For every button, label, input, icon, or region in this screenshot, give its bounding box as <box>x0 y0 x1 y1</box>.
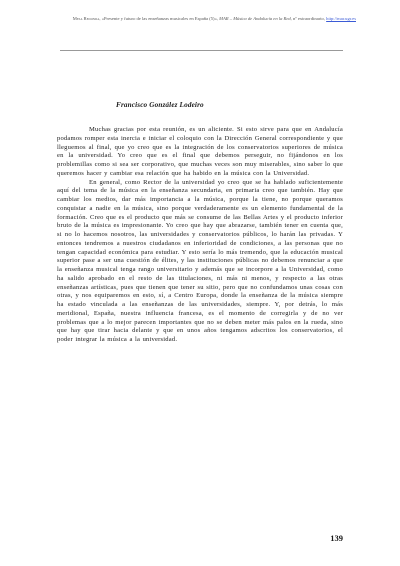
header-author: Mesa Redonda <box>72 16 100 21</box>
page-number: 139 <box>330 533 343 543</box>
header-link[interactable]: http://mar.ugr.es <box>326 16 356 21</box>
paragraph: Muchas gracias por esta reunión, es un aliciente. Si esto sirve para que en Andalucía podamos romper esta inercia e iniciar el coloquio con la Dirección General correspondiente y que lleguemos al final, que yo creo que es la integración de los conservatorios superiores de música en la universidad. Yo creo que es el final que debemos perseguir, no fijándonos en los problemillas como si sea ser corporativo, que muchas veces son muy miserables, sino saber lo que queremos hacer y cambiar esa relación que ha habido en la música con la Universidad. <box>57 126 343 177</box>
running-header <box>66 15 356 22</box>
speaker-name: Francisco González Lodeiro <box>116 101 204 109</box>
header-rule <box>60 50 343 51</box>
body-text <box>57 126 343 345</box>
header-issue: , nº extraordinario, <box>290 16 327 21</box>
header-journal-title: MAR – Música de Andalucía en la Red <box>219 16 291 21</box>
paragraph: En general, como Rector de la universidad yo creo que se ha hablado suficientemente aquí del tema de la música en la enseñanza secundaria, en primaria creo que también. Hay que cambiar los medios, dar más importancia a la música, porque la tiene, no porque queramos conquistar a nadie en la música, sino porque verdaderamente es un elemento fundamental de la formación. Creo que es el producto que más se consume de las Bellas Artes y el producto inferior bruto de la música es impresionante. Yo creo que hay que abrazarse, también tener en cuenta que, si no lo hacemos nosotros, las universidades y conservatorios públicos, lo harán las privadas. Y entonces tendremos a nuestros ciudadanos en inferioridad de condiciones, a las personas que no tengan capacidad económica para estudiar. Y esto sería lo más tremendo, que la educación musical superior pase a ser una cuestión de élites, y las instituciones públicas no debemos renunciar a que la enseñanza musical tenga rango universitario y además que se incorpore a la Universidad, como ha salido aprobado en el resto de las titulaciones, ni más ni menos, y respecto a las otras enseñanzas artísticas, pues que tienen que tener su sitio, pero que no confundamos unas cosas con otras, y nos equiparemos en esto, sí, a Centro Europa, donde la enseñanza de la música siempre ha estado vinculada a las enseñanzas de las universidades, siempre. Y, por detrás, lo más meridional, España, nuestra influencia francesa, es el momento de corregirla y de no ver problemas que a lo mejor parecen importantes que no se deben meter más palos en la rueda, sino que hay que tirar hacia delante y que en unos años tengamos adscritos los conservatorios, el poder integrar la música a la universidad. <box>57 178 343 343</box>
header-citation: , «Presente y futuro de las enseñanzas musicales en España (5)», <box>99 16 220 21</box>
